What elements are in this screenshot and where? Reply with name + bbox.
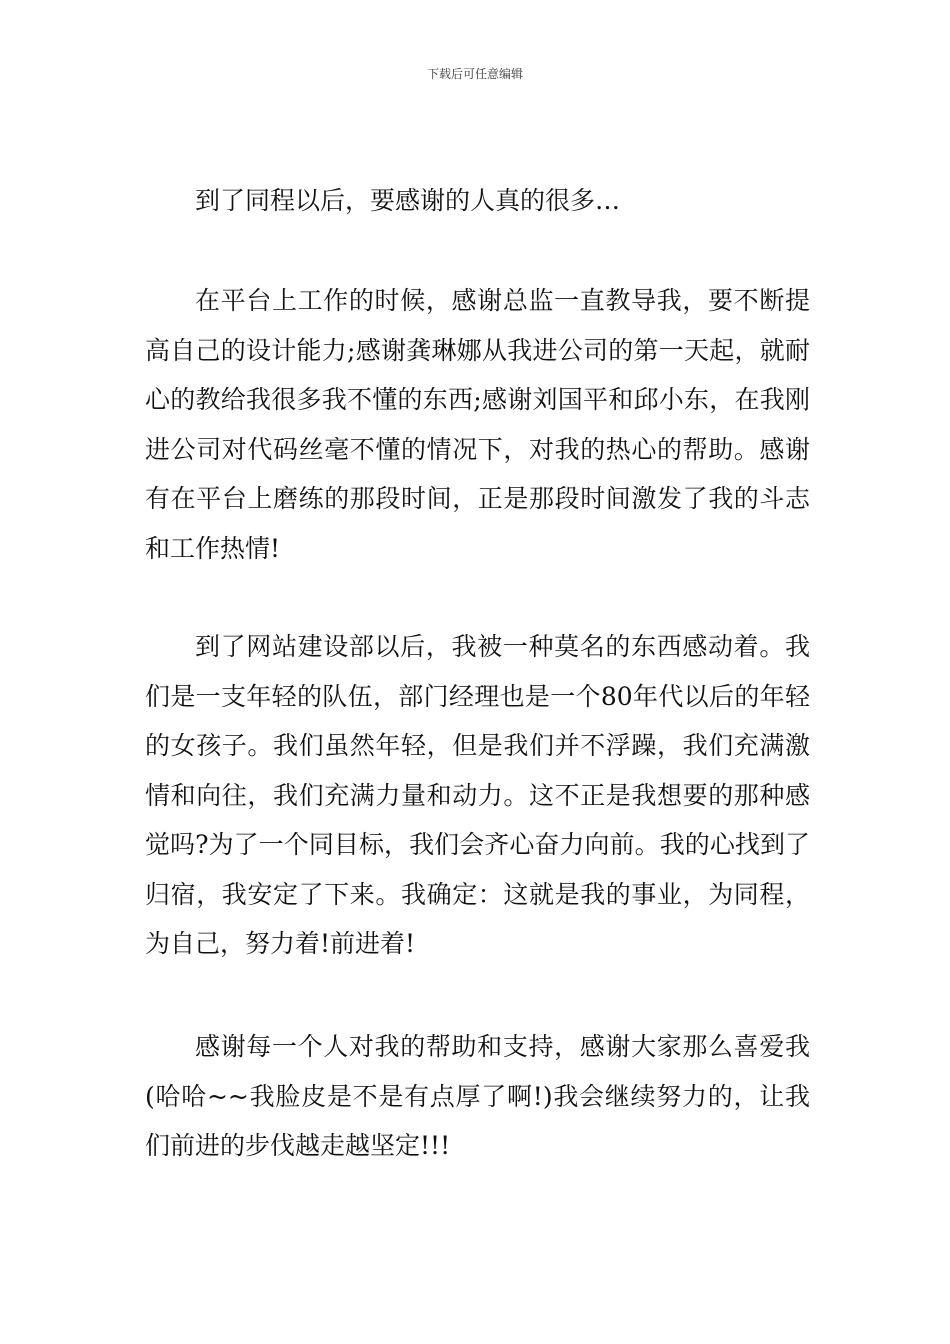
paragraph-4: 感谢每一个人对我的帮助和支持，感谢大家那么喜爱我(哈哈~~我脸皮是不是有点厚了啊!)我会继续努力的，让我们前进的步伐越走越坚定!!! [145,1032,810,1160]
paragraph-2: 在平台上工作的时候，感谢总监一直教导我，要不断提高自己的设计能力;感谢龚琳娜从我进公司的第一天起，就耐心的教给我很多我不懂的东西;感谢刘国平和邱小东，在我刚进公司对代码丝毫不懂的情况下，对我的热心的帮助。感谢有在平台上磨练的那段时间，正是那段时间激发了我的斗志和工作热情! [145,286,810,563]
paragraph-3: 到了网站建设部以后，我被一种莫名的东西感动着。我们是一支年轻的队伍，部门经理也是一个80年代以后的年轻的女孩子。我们虽然年轻，但是我们并不浮躁，我们充满激情和向往，我们充满力量和动力。这不正是我想要的那种感觉吗?为了一个同目标，我们会齐心奋力向前。我的心找到了归宿，我安定了下来。我确定：这就是我的事业，为同程，为自己，努力着!前进着! [145,632,810,958]
page-header: 下载后可任意编辑 [426,67,523,81]
paragraph-1: 到了同程以后，要感谢的人真的很多… [195,186,621,215]
